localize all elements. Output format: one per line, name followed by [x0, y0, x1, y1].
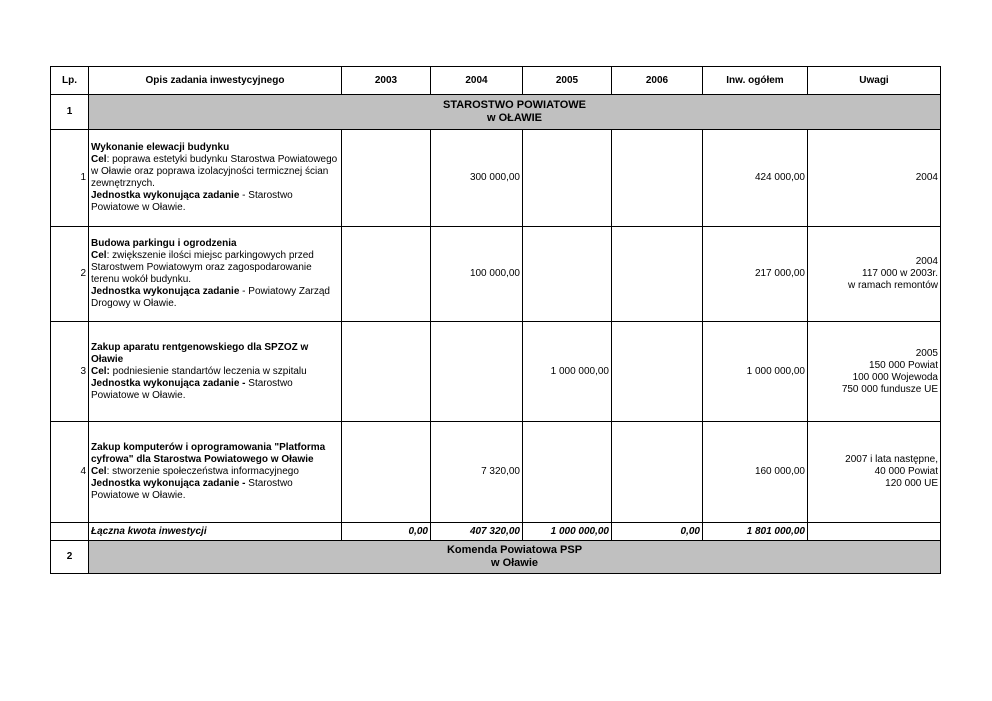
section-number: 2: [51, 541, 89, 574]
value-2003: [342, 422, 431, 523]
table-row: [51, 422, 941, 523]
total-2006: 0,00: [612, 523, 703, 541]
executor-text: Starostwo Powiatowe w Oławie.: [91, 478, 293, 501]
value-2003: [342, 130, 431, 227]
value-2004: 300 000,00: [431, 130, 523, 227]
row-description: [89, 227, 342, 322]
executor-text: - Powiatowy Zarząd Drogowy w Oławie.: [91, 286, 330, 309]
row-notes: 2004 117 000 w 2003r. w ramach remontów: [808, 227, 941, 322]
row-index: 3: [51, 322, 89, 422]
header-total: Inw. ogółem: [703, 67, 808, 95]
header-2005: 2005: [523, 67, 612, 95]
executor-label: Jednostka wykonująca zadanie -: [91, 478, 246, 489]
executor-text: - Starostwo Powiatowe w Oławie.: [91, 190, 293, 213]
header-row: [51, 67, 941, 95]
totals-empty-cell: [51, 523, 89, 541]
cel-text: podniesienie standartów leczenia w szpitalu: [109, 365, 307, 377]
cel-label: Cel: [91, 250, 107, 261]
executor-text: Starostwo Powiatowe w Oławie.: [91, 377, 293, 401]
cel-label: Cel:: [91, 365, 110, 377]
table-row: [51, 130, 941, 227]
header-2006: 2006: [612, 67, 703, 95]
value-2005: [523, 422, 612, 523]
row-index: 2: [51, 227, 89, 322]
executor-label: Jednostka wykonująca zadanie -: [91, 377, 246, 389]
executor-label: Jednostka wykonująca zadanie: [91, 286, 240, 297]
section-row-2: [51, 541, 941, 574]
header-notes: Uwagi: [808, 67, 941, 95]
value-2006: [612, 422, 703, 523]
cel-text: : poprawa estetyki budynku Starostwa Powiatowego w Oławie oraz poprawa izolacyjności termicznej ścian zewnętrznych.: [91, 154, 338, 189]
cel-label: Cel: [91, 466, 107, 477]
value-2005: [523, 227, 612, 322]
row-description: [89, 422, 342, 523]
row-notes: 2005 150 000 Powiat 100 000 Wojewoda 750 000 fundusze UE: [808, 322, 941, 422]
table-row: [51, 322, 941, 422]
task-title: Zakup komputerów i oprogramowania "Platforma cyfrowa" dla Starostwa Powiatowego w Oławie: [91, 442, 326, 465]
value-total: 217 000,00: [703, 227, 808, 322]
row-index: 4: [51, 422, 89, 523]
value-2003: [342, 227, 431, 322]
row-description: [89, 130, 342, 227]
value-2005: [523, 130, 612, 227]
row-index: 1: [51, 130, 89, 227]
section-title: Komenda Powiatowa PSP w Oławie: [89, 541, 941, 574]
header-2003: 2003: [342, 67, 431, 95]
value-2006: [612, 227, 703, 322]
table-row: [51, 227, 941, 322]
value-2006: [612, 130, 703, 227]
total-overall: 1 801 000,00: [703, 523, 808, 541]
executor-label: Jednostka wykonująca zadanie: [91, 190, 240, 201]
value-total: 160 000,00: [703, 422, 808, 523]
cel-text: : zwiększenie ilości miejsc parkingowych przed Starostwem Powiatowym oraz zagospodarowanie terenu wokół budynku.: [91, 250, 314, 285]
cel-label: Cel: [91, 154, 107, 165]
value-2006: [612, 322, 703, 422]
cel-text: : stworzenie społeczeństwa informacyjnego: [106, 466, 299, 477]
value-2004: 7 320,00: [431, 422, 523, 523]
value-2004: [431, 322, 523, 422]
task-title: Budowa parkingu i ogrodzenia: [91, 238, 237, 249]
task-title: Zakup aparatu rentgenowskiego dla SPZOZ w Oławie: [91, 341, 309, 365]
header-lp: Lp.: [51, 67, 89, 95]
header-description: Opis zadania inwestycyjnego: [89, 67, 342, 95]
total-2003: 0,00: [342, 523, 431, 541]
section-title: STAROSTWO POWIATOWE w OŁAWIE: [89, 95, 941, 130]
value-total: 424 000,00: [703, 130, 808, 227]
row-description: [89, 322, 342, 422]
task-title: Wykonanie elewacji budynku: [91, 142, 230, 153]
section-row-1: [51, 95, 941, 130]
totals-notes-empty: [808, 523, 941, 541]
value-2003: [342, 322, 431, 422]
value-2004: 100 000,00: [431, 227, 523, 322]
investment-table: [50, 66, 941, 574]
row-notes: 2004: [808, 130, 941, 227]
value-2005: 1 000 000,00: [523, 322, 612, 422]
total-2005: 1 000 000,00: [523, 523, 612, 541]
row-notes: 2007 i lata następne, 40 000 Powiat 120 000 UE: [808, 422, 941, 523]
section-number: 1: [51, 95, 89, 130]
totals-label: Łączna kwota inwestycji: [89, 523, 342, 541]
total-2004: 407 320,00: [431, 523, 523, 541]
totals-row: [51, 523, 941, 541]
value-total: 1 000 000,00: [703, 322, 808, 422]
header-2004: 2004: [431, 67, 523, 95]
